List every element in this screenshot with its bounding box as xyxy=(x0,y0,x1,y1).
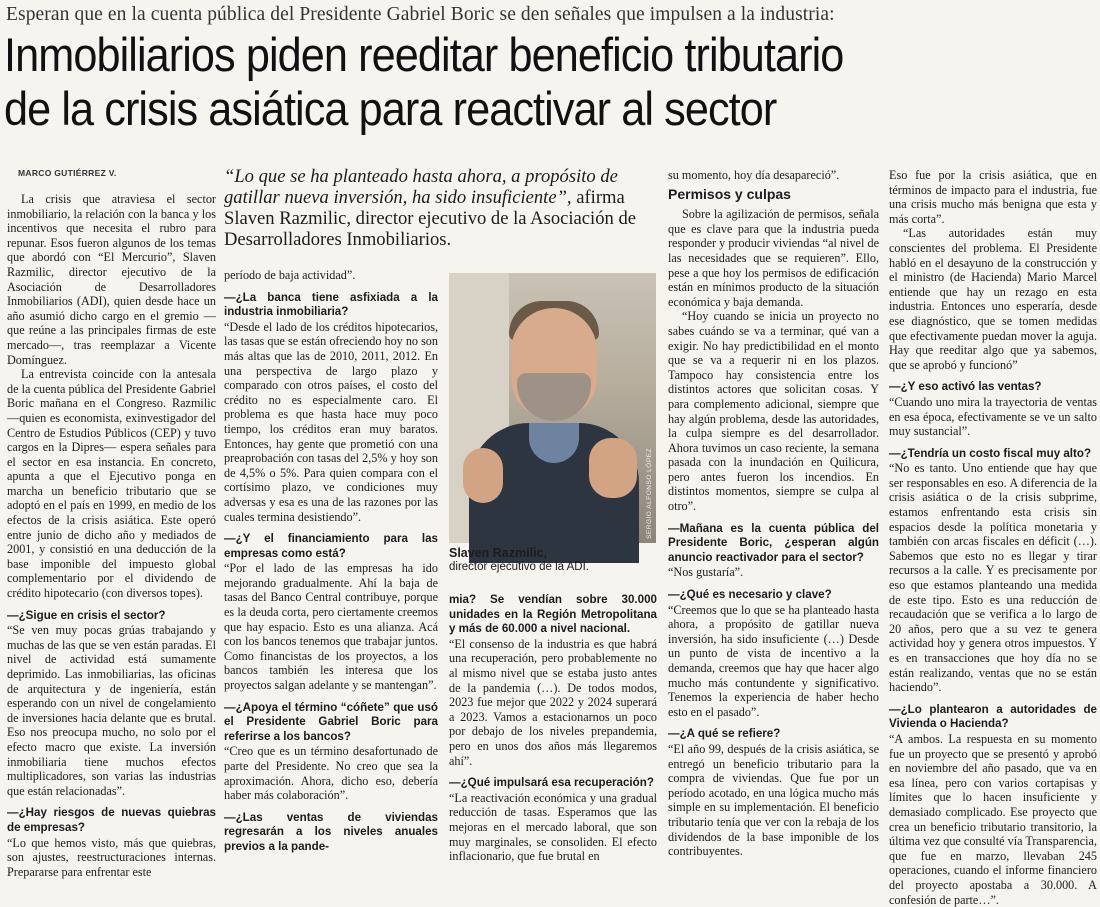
answer-paragraph: período de baja actividad”. xyxy=(224,268,356,282)
interview-question: —¿Tendría un costo fiscal muy alto? xyxy=(889,446,1092,460)
paragraph: Sobre la agilización de permisos, señala que es clave para que la industria pueda responder y producir viviendas “al nivel de las necesidades que se requieren”. Ello, pese a que hoy los permisos de edificación están en mínimos producto de la situación económica y baja demanda. xyxy=(668,207,879,309)
answer-paragraph: “Desde el lado de los créditos hipotecarios, las tasas que se están ofreciendo hoy no son más altas que las de 2010, 2011, 2012. En una perspectiva de largo plazo y comparado con otros países, el costo del crédito no es especialmente caro. El problema es que hasta hace muy poco tiempo, los créditos eran muy baratos. Entonces, hay gente que prometió con una preaprobación con tasas del 2,5% y hoy son de 4,5% o 5%. Para quien compara con el cortísimo plazo, ve condiciones muy adversas y esa es una de las razones por las cuales termina desistiendo”. xyxy=(224,319,438,524)
interview-question: —¿Sigue en crisis el sector? xyxy=(7,608,166,622)
article-column-4 xyxy=(668,168,879,859)
headline-line-1: Inmobiliarios piden reeditar beneficio tributario xyxy=(4,28,844,81)
answer-paragraph: “Por el lado de las empresas ha ido mejorando gradualmente. Ahí la baja de tasas del Banco Central contribuye, porque es la deuda corta, pero ciertamente creemos que hay espacio. Esto es una alianza. Acá con los bancos tenemos que trabajar juntos. Como financistas de los proyectos, a los bancos también les interesa que los proyectos salgan adelante y se mantengan”. xyxy=(224,561,438,693)
paragraph: “Las autoridades están muy conscientes del problema. El Presidente habló en el desayuno de la construcción y el ministro (de Hacienda) Mario Marcel entiende que hay un rezago en esta industria. Entonces uno esperaría, desde ese diagnóstico, que se tomen medidas que efectivamente puedan mover la aguja. Hay que reeditar algo que ya sabemos, que se aprobó y funcionó” xyxy=(889,226,1097,372)
article-column-5 xyxy=(889,168,1097,907)
answer-paragraph: “Cuando uno mira la trayectoria de ventas en esa época, efectivamente se ve un salto muy sustancial”. xyxy=(889,394,1097,439)
photo-beard xyxy=(517,373,591,421)
paragraph: La entrevista coincide con la antesala de la cuenta pública del Presidente Gabriel Boric mañana en el Congreso. Razmilic —quien es economista, exinvestigador del Centro de Estudios Públicos (CEP) y tuvo cargos en la Dipres— espera señales para el sector en esa instancia. En concreto, apunta a que el Ejecutivo ponga en marcha un beneficio tributario que se adoptó en el país en 1999, en medio de los efectos de la crisis asiática. Este operó entre junio de dicho año y mediados de 2001, y consistió en una deducción de la base imponible del impuesto global complementario por el dividendo de crédito hipotecario (con diversos topes). xyxy=(7,367,216,601)
article-column-2 xyxy=(224,268,438,853)
answer-paragraph: “No es tanto. Uno entiende que hay que ser responsables en eso. A diferencia de la crisis asiática o de la crisis subprime, estamos enfrentando esta crisis sin espacios desde la política monetaria y también con arcas fiscales en déficit (…). Sabemos que esto no es llegar y tirar recursos a la calle. Y es precisamente por eso que estamos planteando una medida de este tipo. Esto es una reducción de recaudación que se verifica a lo largo de 20 años, pero que a su vez te genera actividad hoy y genera otros impuestos. Y es en transacciones que hoy día no se están realizando, ventas que no se están haciendo”. xyxy=(889,461,1097,695)
answer-paragraph: su momento, hoy día desapareció”. xyxy=(668,168,840,182)
photo-credit: SERGIO ALFONSO LÓPEZ xyxy=(646,448,653,539)
answer-paragraph: “La reactivación económica y una gradual reducción de tasas. Esperamos que las mejoras en el mercado laboral, que son muy marginales, se consoliden. El efecto inflacionario, que fue brutal en xyxy=(449,790,657,864)
answer-paragraph: “A ambos. La respuesta en su momento fue un proyecto que se presentó y aprobó en noviembre del año pasado, que va en esa línea, pero con varios cortapisas y límites que lo hacen insuficiente y demasiado complicado. Ese proyecto que crea un beneficio tributario transitorio, la última vez que consulté vía Transparencia, que fue en marzo, llevaban 245 operaciones, cuando el informe financiero del proyecto apostaba a 30.000. A confesión de parte…”. xyxy=(889,731,1097,907)
interview-question: —¿Las ventas de viviendas regresarán a los niveles anuales previos a la pande- xyxy=(224,810,438,853)
byline: MARCO GUTIÉRREZ V. xyxy=(18,168,117,178)
kicker: Esperan que en la cuenta pública del Presidente Gabriel Boric se den señales que impulsen a la industria: xyxy=(6,4,835,25)
pull-quote xyxy=(224,166,660,250)
photo-right-hand xyxy=(589,438,637,498)
answer-paragraph: “Creemos que lo que se ha planteado hasta ahora, a propósito de gatillar nueva inversión, ha sido insuficiente (…) Desde un punto de vista de incentivo a la demanda, creemos que hay que hacer algo mucho más contundente y significativo. Tenemos la experiencia de haber hecho esto en el pasado”. xyxy=(668,602,879,719)
interview-question: mia? Se vendían sobre 30.000 unidades en la Región Metropolitana y más de 60.000 a nivel nacional. xyxy=(449,593,657,636)
interview-question: —¿Qué es necesario y clave? xyxy=(668,588,832,602)
interview-question: —¿Y el financiamiento para las empresas como está? xyxy=(224,532,438,560)
portrait-photo xyxy=(449,273,656,543)
interview-question: —¿Apoya el término “cóñete” que usó el Presidente Gabriel Boric para referirse a los bancos? xyxy=(224,700,438,743)
answer-paragraph: “El año 99, después de la crisis asiática, se entregó un beneficio tributario para la compra de viviendas. Que fue por un período acotado, en una lógica mucho más simple en su implementación. El beneficio tributario tenía que ver con la rebaja de los dividendos de la base imponible de los contribuyentes. xyxy=(668,741,879,859)
paragraph: La crisis que atraviesa el sector inmobiliario, la relación con la banca y los incentivos que necesita el rubro para repunar. Esos fueron algunos de los temas que abordó con “El Mercurio”, Slaven Razmilic, director ejecutivo de la Asociación de Desarrolladores Inmobiliarios (ADI), quien desde hace un año asumió dicho cargo en el gremio —que reúne a las principales firmas de este mercado—, tras reemplazar a Vicente Domínguez. xyxy=(7,192,216,367)
interview-question: —¿Qué impulsará esa recuperación? xyxy=(449,776,654,790)
answer-paragraph: “El consenso de la industria es que habrá una recuperación, pero probablemente no al mismo nivel que se estaba justo antes de la pandemia (…). De todos modos, 2023 fue mejor que 2022 y 2024 superará a 2023. Vamos a estacionarnos un poco por debajo de los niveles prepandemia, pero en unos dos años más llegaremos ahí”. xyxy=(449,636,657,768)
headline xyxy=(4,28,1099,136)
answer-paragraph: Eso fue por la crisis asiática, que en términos de impacto para el industria, fue una crisis mucho más benigna que esta y más corta”. xyxy=(889,168,1097,226)
interview-question: —¿A qué se refiere? xyxy=(668,727,781,741)
answer-paragraph: “Lo que hemos visto, más que quiebras, son ajustes, reestructuraciones internas. Prepararse para enfrentar este xyxy=(7,835,216,879)
paragraph: “Hoy cuando se inicia un proyecto no sabes cuándo se va a terminar, qué van a exigir. No hay predictibilidad en el monto que se va a requerir ni en los plazos. Tampoco hay consistencia entre los distintos actores que solicitan cosas. Y para complemento adicional, siempre que hay algún problema, desde las autoridades, la culpa siempre es del desarrollador. Ahora tuvimos un caso reciente, la semana pasada con la inundación en Quilicura, pero antes fueron los incendios. En distintos momentos, siempre se culpa al otro”. xyxy=(668,309,879,514)
caption-role: director ejecutivo de la ADI. xyxy=(449,560,589,573)
photo-left-hand xyxy=(463,448,503,503)
interview-question: —¿Lo plantearon a autoridades de Vivienda o Hacienda? xyxy=(889,702,1097,731)
article-column-1 xyxy=(7,192,216,879)
pull-quote-attribution: afirma Slaven Razmilic, director ejecutivo de la Asociación de Desarrolladores Inmobiliarios. xyxy=(224,187,637,250)
photo-caption xyxy=(449,547,657,574)
interview-question: —¿Y eso activó las ventas? xyxy=(889,380,1042,394)
answer-paragraph: “Nos gustaría”. xyxy=(668,565,744,580)
interview-question: —¿La banca tiene asfixiada a la industria inmobiliaria? xyxy=(224,290,438,319)
interview-question: —Mañana es la cuenta pública del Presidente Boric, ¿esperan algún anuncio reactivador para el sector? xyxy=(668,521,879,564)
answer-paragraph: “Se ven muy pocas grúas trabajando y muchas de las que se ven están paradas. El nivel de actividad está sumamente deprimido. Las inmobiliarias, las oficinas de arquitectura y de ingeniería, están esperando con un nivel de congelamiento de inversiones hacia delante que es brutal. Eso nos preocupa mucho, no solo por el efecto macro que existe. La inversión inmobiliaria tiene muchos efectos multiplicadores, son varias las industrias que están relacionadas”. xyxy=(7,623,216,798)
answer-paragraph: “Creo que es un término desafortunado de parte del Presidente. No creo que sea la aproximación. Ahora, dicho eso, debería haber más colaboración”. xyxy=(224,744,438,803)
caption-name: Slaven Razmilic, xyxy=(449,546,547,560)
article-column-3 xyxy=(449,585,657,864)
headline-line-2: de la crisis asiática para reactivar al sector xyxy=(4,82,777,135)
pull-quote-text: “Lo que se ha planteado hasta ahora, a propósito de gatillar nueva inversión, ha sido insuficiente”, xyxy=(224,166,618,208)
interview-question: —¿Hay riesgos de nuevas quiebras de empresas? xyxy=(7,806,216,834)
section-heading: Permisos y culpas xyxy=(668,185,791,202)
